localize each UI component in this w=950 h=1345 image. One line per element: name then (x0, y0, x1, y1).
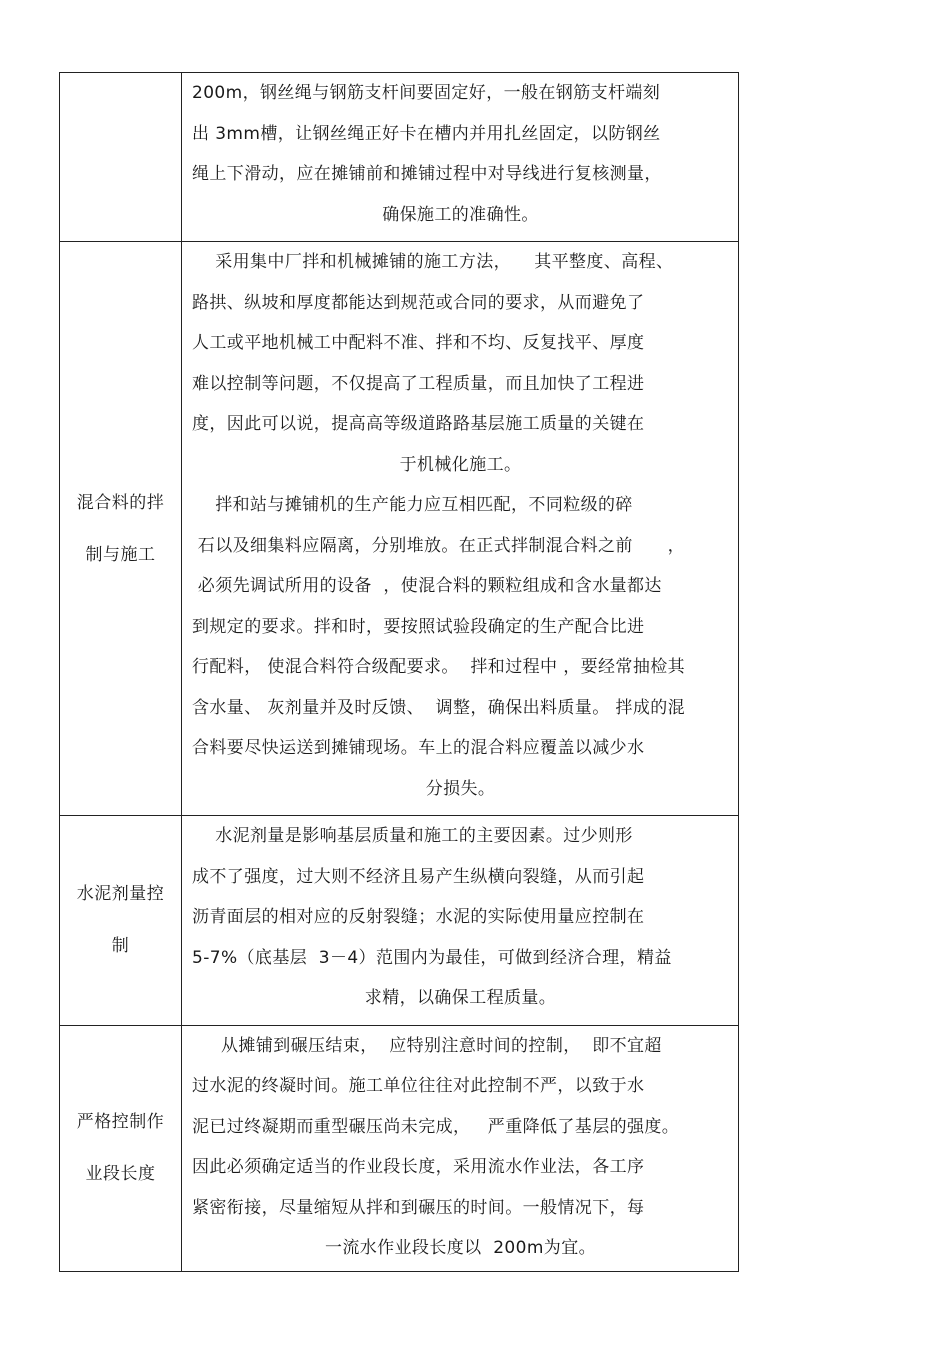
paragraph-line: 出 3mm槽，让钢丝绳正好卡在槽内并用扎丝固定，以防钢丝 (192, 123, 661, 144)
paragraph-line: 求精，以确保工程质量。 (364, 988, 557, 1008)
row-content-cell (182, 816, 739, 1026)
paragraph-line: 人工或平地机械工中配料不准、拌和不均、反复找平、厚度 (192, 333, 645, 353)
row-label-cell (60, 1025, 182, 1271)
paragraph-line: 到规定的要求。拌和时，要按照试验段确定的生产配合比进 (192, 616, 645, 637)
paragraph-line: 紧密衔接，尽量缩短从拌和到碾压的时间。一般情况下，每 (192, 1197, 645, 1218)
paragraph-line: 含水量、 灰剂量并及时反馈、 调整，确保出料质量。 拌成的混 (192, 697, 686, 718)
paragraph-line: 泥已过终凝期而重型碾压尚未完成， 严重降低了基层的强度。 (192, 1116, 680, 1137)
row-label-line: 制与施工 (85, 544, 156, 565)
row-label-cell (60, 73, 182, 242)
row-label-line: 混合料的拌 (76, 492, 165, 513)
paragraph-line: 一流水作业段长度以 200m为宜。 (324, 1238, 596, 1258)
table-row (60, 242, 739, 816)
row-label-cell (60, 242, 182, 816)
paragraph-line: 必须先调试所用的设备 ，使混合料的颗粒组成和含水量都达 (192, 576, 662, 596)
paragraph-line: 合料要尽快运送到摊铺现场。车上的混合料应覆盖以减少水 (192, 738, 645, 758)
paragraph-line: 石以及细集料应隔离，分别堆放。在正式拌制混合料之前 ， (192, 535, 686, 556)
row-label-line: 严格控制作 (76, 1112, 165, 1132)
paragraph-line: 5-7%（底基层 3－4）范围内为最佳，可做到经济合理，精益 (192, 947, 672, 968)
paragraph-line: 200m，钢丝绳与钢筋支杆间要固定好，一般在钢筋支杆端刻 (192, 83, 661, 103)
paragraph-line: 水泥剂量是影响基层质量和施工的主要因素。过少则形 (192, 826, 633, 846)
paragraph-line: 沥青面层的相对应的反射裂缝；水泥的实际使用量应控制在 (192, 907, 645, 927)
table-row (60, 816, 739, 1026)
paragraph-line: 绳上下滑动，应在摊铺前和摊铺过程中对导线进行复核测量， (192, 164, 662, 184)
paragraph-line: 成不了强度，过大则不经济且易产生纵横向裂缝，从而引起 (192, 866, 645, 887)
document-table (59, 72, 739, 1272)
paragraph-line: 从摊铺到碾压结束， 应特别注意时间的控制， 即不宜超 (192, 1035, 662, 1056)
paragraph-line: 行配料， 使混合料符合级配要求。 拌和过程中 ，要经常抽检其 (192, 657, 686, 677)
paragraph-line: 度，因此可以说，提高高等级道路路基层施工质量的关键在 (192, 414, 645, 434)
paragraph-line: 因此必须确定适当的作业段长度，采用流水作业法，各工序 (192, 1157, 645, 1177)
row-label-line: 业段长度 (85, 1164, 156, 1184)
paragraph-line: 拌和站与摊铺机的生产能力应互相匹配，不同粒级的碎 (192, 495, 633, 515)
paragraph-line: 确保施工的准确性。 (382, 204, 539, 225)
paragraph-line: 采用集中厂拌和机械摊铺的施工方法， 其平整度、高程、 (192, 252, 674, 272)
row-content-cell (182, 73, 739, 242)
row-label-cell (60, 816, 182, 1026)
paragraph-line: 过水泥的终凝时间。施工单位往往对此控制不严，以致于水 (192, 1076, 645, 1096)
paragraph-line: 难以控制等问题，不仅提高了工程质量，而且加快了工程进 (192, 373, 645, 394)
table-row (60, 73, 739, 242)
row-label-line: 水泥剂量控 (76, 884, 165, 905)
row-label-line: 制 (111, 936, 130, 957)
paragraph-line: 于机械化施工。 (399, 454, 522, 475)
table-row (60, 1025, 739, 1271)
row-content-cell (182, 1025, 739, 1271)
paragraph-line: 路拱、纵坡和厚度都能达到规范或合同的要求，从而避免了 (192, 292, 645, 313)
row-content-cell (182, 242, 739, 816)
paragraph-line: 分损失。 (425, 778, 496, 799)
